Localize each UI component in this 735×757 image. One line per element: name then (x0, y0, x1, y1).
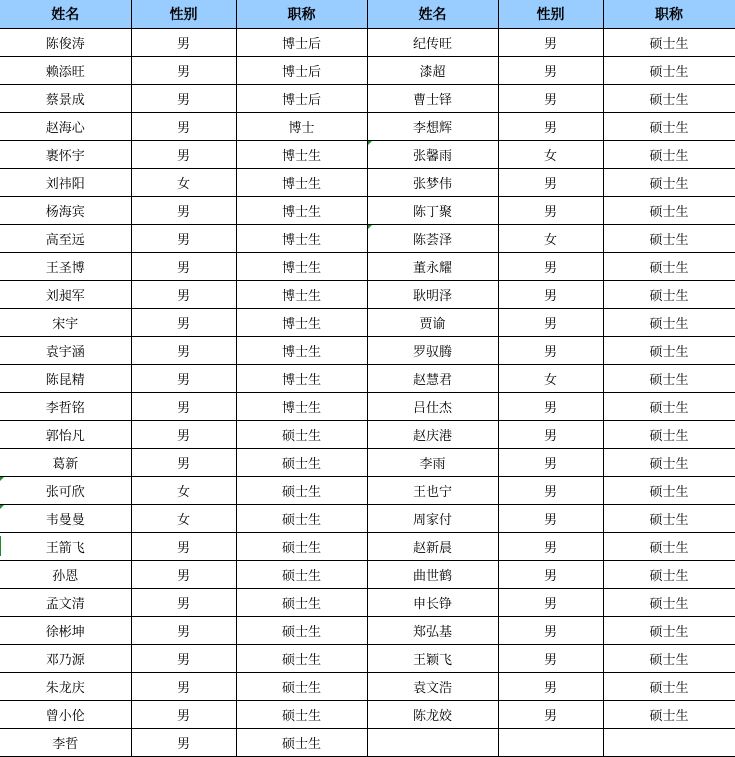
table-row (0, 449, 735, 477)
cell-name-right[interactable]: 曲世鹤 (367, 561, 498, 589)
cell-gender-right[interactable]: 女 (498, 365, 603, 393)
cell-name-right[interactable]: 贾谕 (367, 309, 498, 337)
table-row (0, 365, 735, 393)
table-row (0, 141, 735, 169)
cell-name-right[interactable]: 漆超 (367, 57, 498, 85)
table-row (0, 309, 735, 337)
cell-gender-right[interactable]: 男 (498, 449, 603, 477)
table-row (0, 337, 735, 365)
cell-name-left[interactable]: 高至远 (0, 225, 131, 253)
cell-gender-right[interactable]: 男 (498, 393, 603, 421)
cell-gender-right[interactable]: 男 (498, 197, 603, 225)
cell-gender-left[interactable]: 女 (131, 505, 236, 533)
cell-title-left[interactable]: 博士后 (236, 29, 367, 57)
cell-name-left[interactable]: 赵海心 (0, 113, 131, 141)
cell-gender-right[interactable]: 男 (498, 85, 603, 113)
cell-name-left[interactable]: 张可欣 (0, 477, 131, 505)
cell-name-right[interactable]: 吕仕杰 (367, 393, 498, 421)
table-row (0, 393, 735, 421)
table-row (0, 29, 735, 57)
cell-gender-right[interactable]: 男 (498, 701, 603, 729)
cell-name-left[interactable]: 蔡景成 (0, 85, 131, 113)
cell-gender-left[interactable]: 男 (131, 225, 236, 253)
row-edge-marker (0, 536, 1, 556)
cell-name-left[interactable]: 孟文清 (0, 589, 131, 617)
table-row (0, 533, 735, 561)
cell-name-right[interactable]: 陈龙姣 (367, 701, 498, 729)
cell-title-right[interactable]: 硕士生 (603, 309, 735, 337)
cell-gender-left[interactable]: 男 (131, 337, 236, 365)
cell-title-left[interactable]: 博士后 (236, 57, 367, 85)
table-row (0, 169, 735, 197)
cell-name-left[interactable]: 郭怡凡 (0, 421, 131, 449)
cell-name-left[interactable]: 孙恩 (0, 561, 131, 589)
cell-title-right[interactable]: 硕士生 (603, 701, 735, 729)
cell-title-left[interactable]: 博士生 (236, 141, 367, 169)
cell-name-left[interactable]: 杨海宾 (0, 197, 131, 225)
cell-name-right[interactable]: 袁文浩 (367, 673, 498, 701)
cell-name-left[interactable]: 陈俊涛 (0, 29, 131, 57)
cell-name-right[interactable]: 李想辉 (367, 113, 498, 141)
cell-name-right[interactable]: 陈丁聚 (367, 197, 498, 225)
cell-name-left[interactable]: 赖添旺 (0, 57, 131, 85)
cell-gender-left[interactable]: 男 (131, 589, 236, 617)
cell-title-left[interactable]: 硕士生 (236, 449, 367, 477)
cell-name-left[interactable]: 李哲铭 (0, 393, 131, 421)
cell-name-right[interactable]: 郑弘基 (367, 617, 498, 645)
cell-name-left[interactable]: 葛新 (0, 449, 131, 477)
cell-gender-right[interactable]: 男 (498, 421, 603, 449)
cell-title-right[interactable]: 硕士生 (603, 85, 735, 113)
cell-title-left[interactable]: 硕士生 (236, 533, 367, 561)
table-row (0, 225, 735, 253)
cell-title-left[interactable]: 硕士生 (236, 729, 367, 757)
cell-gender-left[interactable]: 男 (131, 197, 236, 225)
cell-name-right[interactable]: 陈荟泽 (367, 225, 498, 253)
cell-gender-right[interactable]: 男 (498, 561, 603, 589)
header-gender-left[interactable]: 性别 (131, 0, 236, 29)
cell-name-left[interactable]: 王箭飞 (0, 533, 131, 561)
cell-name-left[interactable]: 王圣博 (0, 253, 131, 281)
cell-title-left[interactable]: 博士生 (236, 309, 367, 337)
header-title-left[interactable]: 职称 (236, 0, 367, 29)
table-row (0, 57, 735, 85)
cell-gender-right[interactable]: 男 (498, 477, 603, 505)
cell-title-left[interactable]: 硕士生 (236, 701, 367, 729)
table-row (0, 589, 735, 617)
cell-name-left[interactable]: 朱龙庆 (0, 673, 131, 701)
cell-title-left[interactable]: 博士生 (236, 393, 367, 421)
cell-title-right[interactable]: 硕士生 (603, 281, 735, 309)
cell-name-left[interactable]: 曾小伦 (0, 701, 131, 729)
cell-name-right[interactable]: 王也宁 (367, 477, 498, 505)
cell-gender-left[interactable]: 男 (131, 281, 236, 309)
cell-title-right[interactable]: 硕士生 (603, 673, 735, 701)
cell-gender-right[interactable]: 女 (498, 225, 603, 253)
cell-title-left[interactable]: 博士生 (236, 253, 367, 281)
cell-title-left[interactable]: 博士生 (236, 197, 367, 225)
table-row (0, 505, 735, 533)
table-row (0, 645, 735, 673)
header-gender-right[interactable]: 性别 (498, 0, 603, 29)
cell-gender-left[interactable]: 男 (131, 645, 236, 673)
table-row (0, 617, 735, 645)
cell-title-right[interactable]: 硕士生 (603, 617, 735, 645)
cell-title-right[interactable]: 硕士生 (603, 57, 735, 85)
cell-title-left[interactable]: 硕士生 (236, 421, 367, 449)
cell-name-left[interactable]: 陈昆精 (0, 365, 131, 393)
cell-gender-left[interactable]: 男 (131, 449, 236, 477)
cell-title-left[interactable]: 硕士生 (236, 477, 367, 505)
cell-name-right[interactable]: 耿明泽 (367, 281, 498, 309)
cell-title-right[interactable]: 硕士生 (603, 113, 735, 141)
table-row (0, 729, 735, 757)
table-row (0, 281, 735, 309)
cell-title-left[interactable]: 硕士生 (236, 645, 367, 673)
cell-title-left[interactable]: 硕士生 (236, 561, 367, 589)
header-row (0, 0, 735, 29)
cell-name-right[interactable]: 李雨 (367, 449, 498, 477)
cell-name-right[interactable]: 赵慧君 (367, 365, 498, 393)
cell-title-left[interactable]: 硕士生 (236, 673, 367, 701)
cell-title-left[interactable]: 博士生 (236, 337, 367, 365)
cell-gender-left[interactable]: 男 (131, 421, 236, 449)
cell-gender-left[interactable]: 男 (131, 673, 236, 701)
cell-title-right[interactable]: 硕士生 (603, 477, 735, 505)
cell-name-right[interactable]: 张馨雨 (367, 141, 498, 169)
cell-title-left[interactable]: 博士后 (236, 85, 367, 113)
cell-gender-left[interactable]: 男 (131, 561, 236, 589)
cell-title-right[interactable]: 硕士生 (603, 533, 735, 561)
cell-title-right[interactable]: 硕士生 (603, 421, 735, 449)
cell-name-right[interactable]: 罗驭腾 (367, 337, 498, 365)
header-name-left[interactable]: 姓名 (0, 0, 131, 29)
cell-gender-right[interactable]: 男 (498, 645, 603, 673)
table-row (0, 85, 735, 113)
cell-name-right[interactable]: 赵新晨 (367, 533, 498, 561)
cell-name-left[interactable]: 刘昶军 (0, 281, 131, 309)
cell-title-right[interactable]: 硕士生 (603, 589, 735, 617)
cell-gender-left[interactable]: 男 (131, 141, 236, 169)
cell-name-right[interactable]: 董永耀 (367, 253, 498, 281)
cell-gender-left[interactable]: 女 (131, 169, 236, 197)
cell-title-right[interactable]: 硕士生 (603, 197, 735, 225)
cell-gender-left[interactable]: 男 (131, 57, 236, 85)
cell-title-right[interactable]: 硕士生 (603, 253, 735, 281)
cell-gender-left[interactable]: 男 (131, 393, 236, 421)
header-name-right[interactable]: 姓名 (367, 0, 498, 29)
cell-title-left[interactable]: 硕士生 (236, 589, 367, 617)
cell-gender-right[interactable]: 女 (498, 141, 603, 169)
cell-gender-right[interactable]: 男 (498, 113, 603, 141)
cell-gender-right[interactable]: 男 (498, 337, 603, 365)
cell-gender-right[interactable]: 男 (498, 29, 603, 57)
cell-gender-right[interactable]: 男 (498, 617, 603, 645)
cell-name-left[interactable]: 徐彬坤 (0, 617, 131, 645)
cell-gender-left[interactable]: 男 (131, 617, 236, 645)
cell-gender-left[interactable]: 男 (131, 701, 236, 729)
cell-name-right[interactable] (367, 729, 498, 757)
cell-gender-right[interactable] (498, 729, 603, 757)
cell-title-right[interactable]: 硕士生 (603, 29, 735, 57)
cell-gender-left[interactable]: 男 (131, 533, 236, 561)
table-row (0, 477, 735, 505)
cell-name-left[interactable]: 宋宇 (0, 309, 131, 337)
cell-gender-left[interactable]: 男 (131, 365, 236, 393)
table-row (0, 113, 735, 141)
cell-name-right[interactable]: 曹士铎 (367, 85, 498, 113)
cell-gender-right[interactable]: 男 (498, 673, 603, 701)
cell-name-right[interactable]: 纪传旺 (367, 29, 498, 57)
cell-title-right[interactable]: 硕士生 (603, 393, 735, 421)
cell-title-right[interactable]: 硕士生 (603, 225, 735, 253)
cell-title-right[interactable]: 硕士生 (603, 169, 735, 197)
cell-title-right[interactable]: 硕士生 (603, 449, 735, 477)
cell-title-right[interactable]: 硕士生 (603, 365, 735, 393)
cell-title-right[interactable]: 硕士生 (603, 141, 735, 169)
cell-gender-right[interactable]: 男 (498, 169, 603, 197)
table-row (0, 253, 735, 281)
table-row (0, 421, 735, 449)
cell-title-left[interactable]: 博士生 (236, 365, 367, 393)
cell-name-right[interactable]: 张梦伟 (367, 169, 498, 197)
cell-title-left[interactable]: 博士 (236, 113, 367, 141)
cell-gender-right[interactable]: 男 (498, 281, 603, 309)
cell-gender-left[interactable]: 男 (131, 29, 236, 57)
cell-name-left[interactable]: 韦曼曼 (0, 505, 131, 533)
table-row (0, 673, 735, 701)
cell-gender-left[interactable]: 男 (131, 253, 236, 281)
table-row (0, 197, 735, 225)
cell-title-left[interactable]: 博士生 (236, 225, 367, 253)
cell-gender-left[interactable]: 男 (131, 113, 236, 141)
cell-title-left[interactable]: 博士生 (236, 281, 367, 309)
header-title-right[interactable]: 职称 (603, 0, 735, 29)
cell-gender-left[interactable]: 男 (131, 729, 236, 757)
cell-name-left[interactable]: 袁宇涵 (0, 337, 131, 365)
cell-gender-left[interactable]: 男 (131, 309, 236, 337)
cell-name-left[interactable]: 邓乃源 (0, 645, 131, 673)
cell-gender-right[interactable]: 男 (498, 57, 603, 85)
cell-gender-right[interactable]: 男 (498, 505, 603, 533)
cell-name-left[interactable]: 裹怀宇 (0, 141, 131, 169)
table-row (0, 561, 735, 589)
cell-title-left[interactable]: 硕士生 (236, 505, 367, 533)
table-body (0, 29, 735, 757)
cell-title-right[interactable]: 硕士生 (603, 645, 735, 673)
cell-title-left[interactable]: 硕士生 (236, 617, 367, 645)
table-row (0, 701, 735, 729)
cell-name-right[interactable]: 王颖飞 (367, 645, 498, 673)
cell-name-right[interactable]: 周家付 (367, 505, 498, 533)
cell-title-right[interactable]: 硕士生 (603, 561, 735, 589)
cell-name-right[interactable]: 赵庆港 (367, 421, 498, 449)
cell-name-right[interactable]: 申长铮 (367, 589, 498, 617)
cell-gender-right[interactable]: 男 (498, 533, 603, 561)
cell-gender-right[interactable]: 男 (498, 253, 603, 281)
cell-title-right[interactable]: 硕士生 (603, 505, 735, 533)
cell-title-left[interactable]: 博士生 (236, 169, 367, 197)
cell-gender-right[interactable]: 男 (498, 309, 603, 337)
cell-name-left[interactable]: 李哲 (0, 729, 131, 757)
cell-title-right[interactable] (603, 729, 735, 757)
cell-name-left[interactable]: 刘祎阳 (0, 169, 131, 197)
cell-gender-left[interactable]: 女 (131, 477, 236, 505)
cell-gender-right[interactable]: 男 (498, 589, 603, 617)
cell-gender-left[interactable]: 男 (131, 85, 236, 113)
cell-title-right[interactable]: 硕士生 (603, 337, 735, 365)
